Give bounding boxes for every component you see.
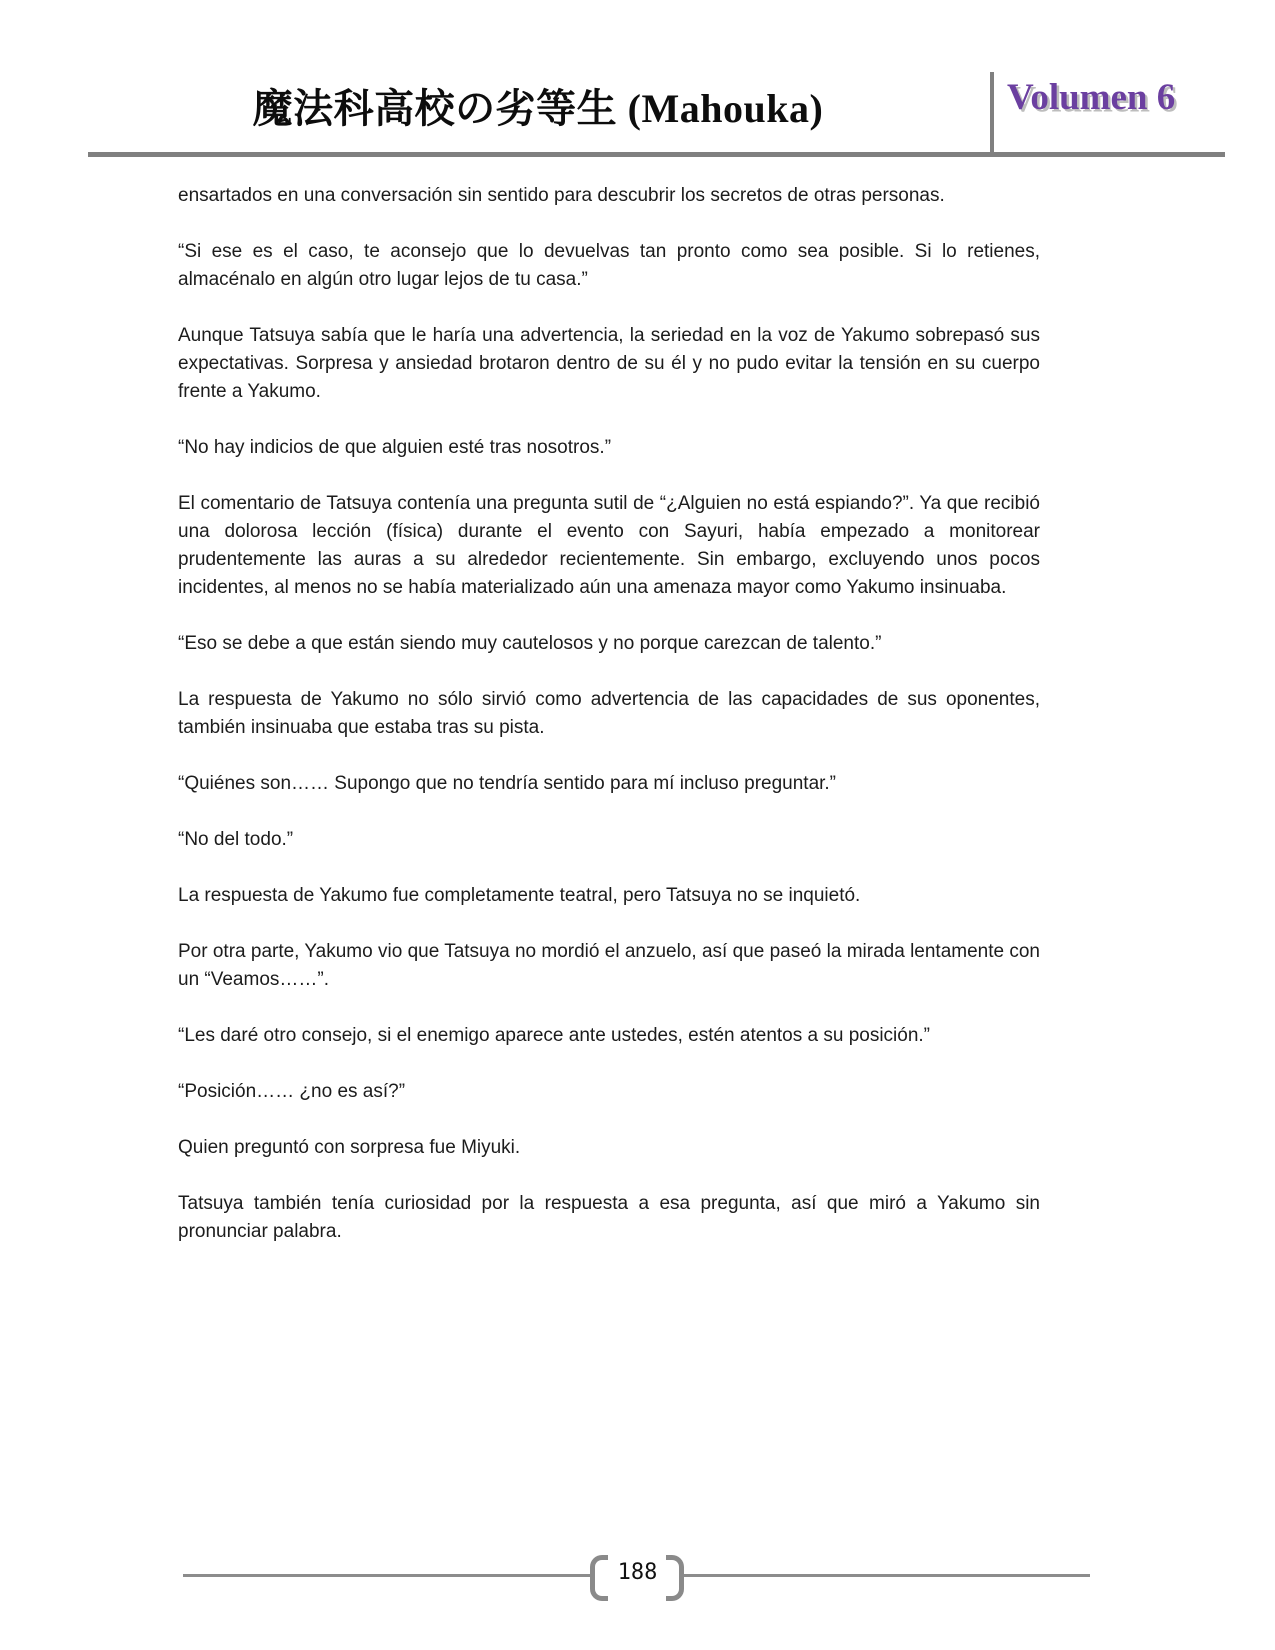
footer-rule-left	[183, 1574, 590, 1577]
page-title: 魔法科高校の劣等生 (Mahouka)	[252, 85, 824, 131]
paragraph: Aunque Tatsuya sabía que le haría una advertencia, la seriedad en la voz de Yakumo sobrepasó sus expectativas. Sorpresa y ansiedad brotaron dentro de su él y no pudo evitar la tensión en su cuerpo frente a Yakumo.	[178, 325, 1040, 402]
paragraph: “No del todo.”	[178, 829, 294, 850]
paragraph: La respuesta de Yakumo no sólo sirvió como advertencia de las capacidades de sus oponentes, también insinuaba que estaba tras su pista.	[178, 689, 1040, 738]
header	[88, 70, 988, 140]
footer-rule-right	[684, 1574, 1090, 1577]
paragraph: El comentario de Tatsuya contenía una pregunta sutil de “¿Alguien no está espiando?”. Ya que recibió una dolorosa lección (física) durante el evento con Sayuri, había empezado a monitorear prudentemente las auras a su alrededor recientemente. Sin embargo, excluyendo unos pocos incidentes, al menos no se había materializado aún una amenaza mayor como Yakumo insinuaba.	[178, 493, 1040, 598]
paragraph: Por otra parte, Yakumo vio que Tatsuya no mordió el anzuelo, así que paseó la mirada lentamente con un “Veamos……”.	[178, 941, 1040, 990]
footer-right-bracket-icon	[666, 1555, 684, 1601]
header-horizontal-rule	[88, 152, 1225, 157]
paragraph: “No hay indicios de que alguien esté tras nosotros.”	[178, 437, 612, 458]
body-text	[178, 182, 1040, 1274]
page-number: 188	[617, 1560, 658, 1585]
paragraph: “Si ese es el caso, te aconsejo que lo devuelvas tan pronto como sea posible. Si lo retienes, almacénalo en algún otro lugar lejos de tu casa.”	[178, 241, 1040, 290]
paragraph: “Posición…… ¿no es así?”	[178, 1081, 406, 1102]
paragraph: “Eso se debe a que están siendo muy cautelosos y no porque carezcan de talento.”	[178, 633, 882, 654]
paragraph: “Quiénes son…… Supongo que no tendría sentido para mí incluso preguntar.”	[178, 773, 837, 794]
paragraph: La respuesta de Yakumo fue completamente teatral, pero Tatsuya no se inquietó.	[178, 885, 861, 906]
paragraph: Tatsuya también tenía curiosidad por la respuesta a esa pregunta, así que miró a Yakumo sin pronunciar palabra.	[178, 1193, 1040, 1242]
paragraph: “Les daré otro consejo, si el enemigo aparece ante ustedes, estén atentos a su posición.”	[178, 1025, 931, 1046]
header-vertical-divider	[990, 72, 994, 154]
volume-label: Volumen 6	[1007, 77, 1176, 118]
paragraph: ensartados en una conversación sin sentido para descubrir los secretos de otras personas.	[178, 185, 945, 206]
paragraph: Quien preguntó con sorpresa fue Miyuki.	[178, 1137, 521, 1158]
